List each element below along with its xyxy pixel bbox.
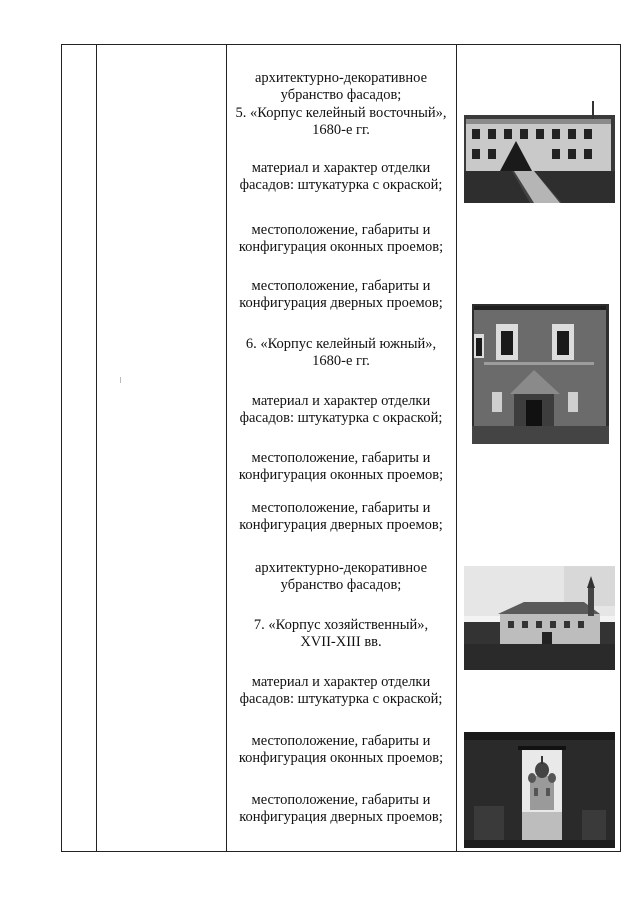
south-cell-building-photo [464, 294, 615, 448]
text-item: архитектурно-декоративное убранство фасадов; [254, 560, 428, 593]
text-item: местоположение, габариты и конфигурация дверных проемов; [239, 792, 443, 825]
object-heading: 7. «Корпус хозяйственный», XVII-XIII вв. [253, 617, 429, 650]
column-divider [96, 45, 97, 851]
text-item: местоположение, габариты и конфигурация оконных проемов; [238, 222, 444, 255]
utility-building-photo [464, 566, 615, 670]
text-item: местоположение, габариты и конфигурация дверных проемов; [239, 278, 443, 311]
text-item: местоположение, габариты и конфигурация оконных проемов; [238, 450, 444, 483]
object-heading: 6. «Корпус келейный южный», 1680-е гг. [245, 336, 437, 369]
text-item: местоположение, габариты и конфигурация дверных проемов; [239, 500, 443, 533]
column-divider [456, 45, 457, 851]
text-item: местоположение, габариты и конфигурация оконных проемов; [238, 733, 444, 766]
object-heading: 5. «Корпус келейный восточный», 1680-е гг. [235, 105, 447, 138]
scan-mark [120, 377, 121, 383]
text-item: материал и характер отделки фасадов: штукатурка с окраской; [239, 160, 443, 193]
cathedral-through-gate-photo [464, 732, 615, 848]
text-item: архитектурно-декоративное убранство фасадов; [254, 70, 428, 103]
text-item: материал и характер отделки фасадов: штукатурка с окраской; [239, 393, 443, 426]
text-item: материал и характер отделки фасадов: штукатурка с окраской; [239, 674, 443, 707]
east-cell-building-photo [464, 97, 615, 203]
